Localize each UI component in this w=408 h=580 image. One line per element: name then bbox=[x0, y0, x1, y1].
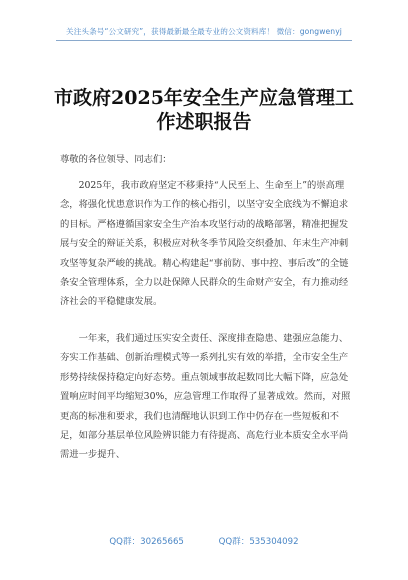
header-banner: 关注头条号“公文研究”，获得最新最全最专业的公文资料库！ 微信：gongwenyj bbox=[66, 27, 342, 36]
document-title: 市政府2025年安全生产应急管理工作述职报告 bbox=[54, 87, 354, 133]
salutation-text: 尊敬的各位领导、同志们： bbox=[60, 154, 172, 165]
header-divider bbox=[56, 40, 352, 41]
footer bbox=[0, 535, 408, 547]
footer-qq-group-2: QQ群：535304092 bbox=[218, 537, 299, 547]
paragraph-text: 一年来，我们通过压实安全责任、深度排查隐患、建强应急能力、夯实工作基础、创新治理模式等一系列扎实有效的举措，全市安全生产形势持续保持稳定向好态势。重点领域事故起数同比大幅下降，应急处置响应时间平均缩短30%，应急管理工作取得了显著成效。然而，对照更高的标准和要求，我们也清醒地认识到工作中仍存在一些短板和不足，如部分基层单位风险辨识能力有待提高、高危行业本质安全水平尚需进一步提升、 bbox=[60, 333, 351, 461]
paragraph-text: 2025年，我市政府坚定不移秉持“人民至上、生命至上”的崇高理念，将强化忧患意识作为工作的核心指引，以坚守安全底线为不懈追求的目标。严格遵循国家安全生产治本攻坚行动的战略部署，精准把握发展与安全的辩证关系，积极应对秋冬季节风险交织叠加、年末生产冲刺攻坚等复杂严峻的挑战。精心构建起“事前防、事中控、事后改”的全链条安全管理体系，全力以赴保障人民群众的生命财产安全，有力推动经济社会的平稳健康发展。 bbox=[60, 180, 349, 308]
salutation bbox=[60, 150, 352, 169]
footer-qq-group-1: QQ群：30265665 bbox=[109, 537, 184, 547]
paragraph-2 bbox=[60, 329, 352, 465]
paragraph-1 bbox=[60, 176, 352, 312]
